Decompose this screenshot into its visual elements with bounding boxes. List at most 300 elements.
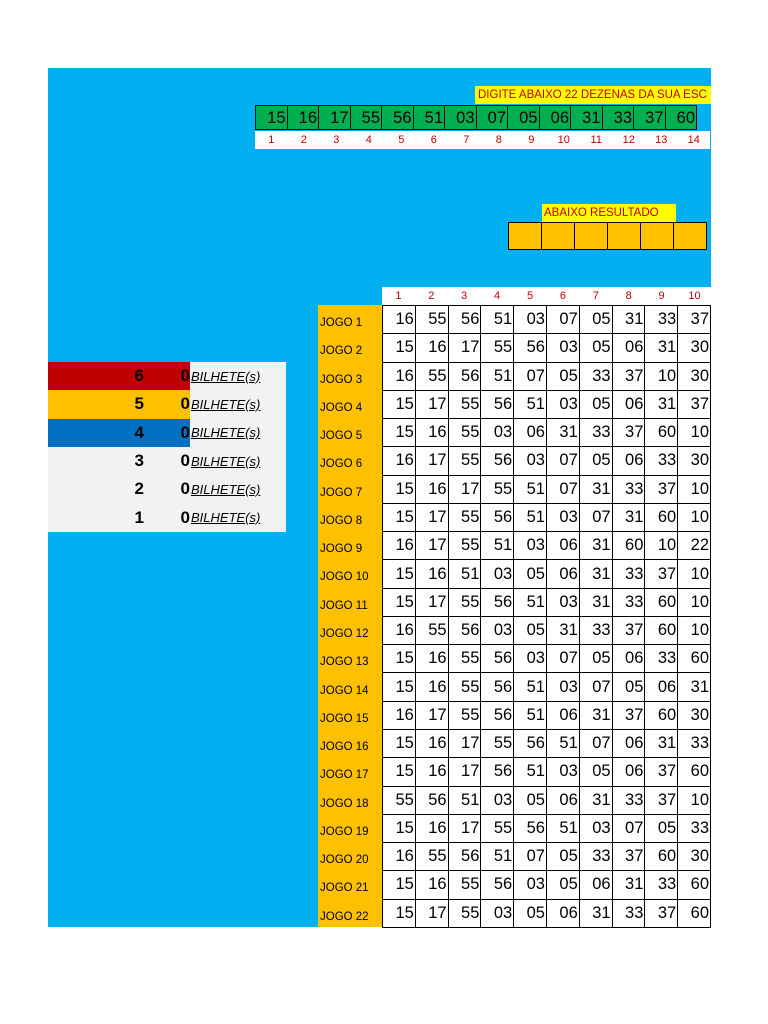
game-number-cell[interactable]: 55 [415,616,448,644]
tally-hits: 6 [134,366,144,386]
game-number-cell[interactable]: 06 [612,390,645,418]
game-number-cell[interactable]: 31 [579,786,612,814]
game-number-cell[interactable]: 56 [415,786,448,814]
game-label: JOGO 6 [320,458,363,471]
game-row [383,673,711,701]
game-number-cell[interactable]: 03 [481,899,514,927]
game-number-cell[interactable]: 37 [645,758,678,786]
game-number-cell[interactable]: 33 [612,899,645,927]
game-number-cell[interactable]: 37 [645,786,678,814]
game-number-cell[interactable]: 16 [415,758,448,786]
tally-row [48,419,286,447]
game-number-cell[interactable]: 37 [612,701,645,729]
game-number-cell[interactable]: 55 [415,843,448,871]
game-row [383,390,711,418]
game-number-cell[interactable]: 51 [514,673,547,701]
tally-count: 0 [180,451,190,471]
game-number-cell[interactable]: 05 [514,616,547,644]
game-label: JOGO 18 [320,797,369,810]
game-number-cell[interactable]: 31 [546,419,579,447]
game-number-cell[interactable]: 33 [612,786,645,814]
chosen-indices-row [255,131,710,149]
game-label: JOGO 11 [320,599,368,612]
game-number-cell[interactable]: 16 [383,616,416,644]
game-number-cell[interactable]: 16 [415,419,448,447]
game-number-cell[interactable]: 51 [514,588,547,616]
game-number-cell[interactable]: 15 [383,560,416,588]
game-number-cell[interactable]: 56 [481,758,514,786]
game-number-cell[interactable]: 10 [678,503,711,531]
game-number-cell[interactable]: 03 [546,503,579,531]
game-number-cell[interactable]: 33 [645,645,678,673]
game-number-cell[interactable]: 07 [546,306,579,334]
game-number-cell[interactable]: 51 [546,814,579,842]
result-label: ABAIXO RESULTADO [542,204,676,222]
game-number-cell[interactable]: 15 [383,588,416,616]
game-number-cell[interactable]: 17 [415,503,448,531]
game-number-cell[interactable]: 07 [579,673,612,701]
game-number-cell[interactable]: 03 [546,758,579,786]
game-number-cell[interactable]: 06 [612,334,645,362]
chosen-index-label: 8 [495,134,502,146]
game-number-cell[interactable]: 03 [579,814,612,842]
game-number-cell[interactable]: 05 [579,645,612,673]
game-number-cell[interactable]: 60 [645,419,678,447]
game-number-cell[interactable]: 55 [481,334,514,362]
game-number-cell[interactable]: 30 [678,843,711,871]
game-number-cell[interactable]: 05 [579,334,612,362]
game-number-cell[interactable]: 33 [645,871,678,899]
tally-count: 0 [180,507,190,527]
chosen-number-cell[interactable]: 51 [413,105,446,130]
game-number-cell[interactable]: 56 [448,843,481,871]
game-number-cell[interactable]: 16 [415,560,448,588]
game-number-cell[interactable]: 55 [448,645,481,673]
chosen-number-cell[interactable]: 05 [507,105,540,130]
game-number-cell[interactable]: 16 [415,814,448,842]
game-number-cell[interactable]: 31 [612,871,645,899]
game-number-cell[interactable]: 06 [514,419,547,447]
game-number-cell[interactable]: 60 [645,503,678,531]
game-number-cell[interactable]: 60 [645,701,678,729]
tally-hits: 2 [134,479,144,499]
game-number-cell[interactable]: 31 [579,475,612,503]
column-index-label: 1 [395,290,402,302]
game-number-cell[interactable]: 55 [481,475,514,503]
column-index-label: 6 [559,290,566,302]
game-number-cell[interactable]: 60 [612,532,645,560]
game-number-cell[interactable]: 22 [678,532,711,560]
game-number-cell[interactable]: 56 [481,701,514,729]
game-number-cell[interactable]: 06 [612,447,645,475]
chosen-index-label: 1 [268,134,275,146]
game-label: JOGO 5 [320,430,363,443]
game-number-cell[interactable]: 55 [448,447,481,475]
game-number-cell[interactable]: 07 [546,645,579,673]
game-number-cell[interactable]: 51 [481,362,514,390]
game-number-cell[interactable]: 06 [645,673,678,701]
game-number-cell[interactable]: 10 [678,588,711,616]
game-number-cell[interactable]: 37 [645,560,678,588]
game-number-cell[interactable]: 33 [612,475,645,503]
game-number-cell[interactable]: 30 [678,447,711,475]
game-number-cell[interactable]: 10 [678,419,711,447]
game-number-cell[interactable]: 05 [514,560,547,588]
result-cell[interactable] [673,222,707,250]
game-number-cell[interactable]: 56 [481,673,514,701]
game-row [383,701,711,729]
game-number-cell[interactable]: 37 [645,475,678,503]
game-number-cell[interactable]: 15 [383,758,416,786]
game-number-cell[interactable]: 55 [448,701,481,729]
game-number-cell[interactable]: 16 [415,475,448,503]
game-number-cell[interactable]: 33 [612,588,645,616]
game-number-cell[interactable]: 17 [415,588,448,616]
chosen-index-label: 6 [430,134,437,146]
game-number-cell[interactable]: 16 [383,701,416,729]
game-number-cell[interactable]: 31 [645,390,678,418]
game-number-cell[interactable]: 15 [383,673,416,701]
game-number-cell[interactable]: 37 [612,843,645,871]
game-number-cell[interactable]: 56 [481,588,514,616]
game-label: JOGO 10 [320,571,369,584]
game-number-cell[interactable]: 05 [579,758,612,786]
game-number-cell[interactable]: 31 [645,729,678,757]
game-number-cell[interactable]: 56 [448,616,481,644]
chosen-numbers-row [255,105,696,130]
column-index-label: 9 [658,290,665,302]
game-number-cell[interactable]: 17 [415,390,448,418]
game-number-cell[interactable]: 31 [546,616,579,644]
game-number-cell[interactable]: 06 [546,899,579,927]
game-number-cell[interactable]: 07 [612,814,645,842]
game-number-cell[interactable]: 17 [415,701,448,729]
game-number-cell[interactable]: 05 [546,362,579,390]
game-number-cell[interactable]: 10 [678,786,711,814]
column-header-row [382,287,711,305]
game-number-cell[interactable]: 37 [612,419,645,447]
game-number-cell[interactable]: 33 [579,362,612,390]
game-number-cell[interactable]: 07 [514,362,547,390]
game-number-cell[interactable]: 05 [579,390,612,418]
tally-count: 0 [180,479,190,499]
column-index-label: 3 [461,290,468,302]
game-number-cell[interactable]: 51 [514,390,547,418]
games-grid [382,305,711,928]
game-row [383,447,711,475]
game-number-cell[interactable]: 15 [383,390,416,418]
game-number-cell[interactable]: 17 [448,729,481,757]
chosen-number-cell[interactable]: 31 [570,105,603,130]
game-number-cell[interactable]: 55 [481,814,514,842]
game-number-cell[interactable]: 05 [546,843,579,871]
game-number-cell[interactable]: 56 [514,334,547,362]
game-number-cell[interactable]: 56 [448,306,481,334]
game-number-cell[interactable]: 31 [579,701,612,729]
game-number-cell[interactable]: 60 [678,871,711,899]
tally-ticket-label: BILHETE(s) [191,481,261,497]
game-number-cell[interactable]: 03 [514,306,547,334]
game-number-cell[interactable]: 06 [546,532,579,560]
game-number-cell[interactable]: 10 [678,616,711,644]
game-number-cell[interactable]: 03 [546,390,579,418]
game-number-cell[interactable]: 55 [448,503,481,531]
game-number-cell[interactable]: 56 [481,390,514,418]
tally-ticket-label: BILHETE(s) [191,453,261,469]
game-number-cell[interactable]: 37 [612,616,645,644]
game-number-cell[interactable]: 06 [612,758,645,786]
game-number-cell[interactable]: 10 [678,475,711,503]
chosen-number-cell[interactable]: 37 [633,105,666,130]
game-number-cell[interactable]: 30 [678,701,711,729]
game-number-cell[interactable]: 06 [579,871,612,899]
result-cell[interactable] [508,222,542,250]
game-number-cell[interactable]: 55 [415,306,448,334]
game-number-cell[interactable]: 06 [546,701,579,729]
game-number-cell[interactable]: 17 [448,758,481,786]
game-number-cell[interactable]: 16 [415,729,448,757]
game-row [383,475,711,503]
game-number-cell[interactable]: 60 [678,758,711,786]
game-number-cell[interactable]: 07 [514,843,547,871]
game-number-cell[interactable]: 33 [579,616,612,644]
game-number-cell[interactable]: 16 [415,871,448,899]
game-number-cell[interactable]: 51 [546,729,579,757]
game-number-cell[interactable]: 56 [448,362,481,390]
game-number-cell[interactable]: 16 [383,843,416,871]
game-number-cell[interactable]: 15 [383,814,416,842]
game-number-cell[interactable]: 05 [579,306,612,334]
game-number-cell[interactable]: 31 [612,306,645,334]
game-number-cell[interactable]: 05 [546,871,579,899]
game-number-cell[interactable]: 03 [546,334,579,362]
game-number-cell[interactable]: 37 [612,362,645,390]
game-number-cell[interactable]: 33 [645,447,678,475]
game-number-cell[interactable]: 60 [678,899,711,927]
game-number-cell[interactable]: 07 [546,475,579,503]
game-number-cell[interactable]: 56 [481,871,514,899]
game-number-cell[interactable]: 37 [678,306,711,334]
game-number-cell[interactable]: 51 [481,843,514,871]
chosen-number-cell[interactable]: 06 [539,105,572,130]
chosen-number-cell[interactable]: 15 [255,105,288,130]
game-number-cell[interactable]: 15 [383,899,416,927]
game-number-cell[interactable]: 05 [612,673,645,701]
game-number-cell[interactable]: 05 [514,899,547,927]
result-cell[interactable] [574,222,608,250]
game-number-cell[interactable]: 03 [481,616,514,644]
game-number-cell[interactable]: 03 [514,645,547,673]
game-number-cell[interactable]: 33 [678,729,711,757]
game-number-cell[interactable]: 03 [514,871,547,899]
game-number-cell[interactable]: 51 [514,503,547,531]
chosen-index-label: 11 [590,134,602,146]
game-row [383,814,711,842]
game-number-cell[interactable]: 33 [612,560,645,588]
result-cell[interactable] [541,222,575,250]
game-number-cell[interactable]: 06 [612,729,645,757]
game-number-cell[interactable]: 55 [383,786,416,814]
game-label: JOGO 19 [320,825,369,838]
game-number-cell[interactable]: 55 [481,729,514,757]
game-number-cell[interactable]: 17 [448,334,481,362]
game-number-cell[interactable]: 07 [579,729,612,757]
chosen-number-cell[interactable]: 55 [350,105,383,130]
game-number-cell[interactable]: 16 [383,362,416,390]
game-number-cell[interactable]: 33 [579,843,612,871]
game-number-cell[interactable]: 51 [448,560,481,588]
game-row [383,503,711,531]
game-number-cell[interactable]: 03 [546,673,579,701]
tally-ticket-label: BILHETE(s) [191,368,261,384]
game-number-cell[interactable]: 15 [383,871,416,899]
game-number-cell[interactable]: 37 [678,390,711,418]
game-number-cell[interactable]: 17 [448,475,481,503]
game-number-cell[interactable]: 60 [645,616,678,644]
hits-tally [48,362,286,532]
game-number-cell[interactable]: 10 [678,560,711,588]
tally-hits: 4 [134,422,144,442]
game-number-cell[interactable]: 31 [645,334,678,362]
game-number-cell[interactable]: 17 [415,899,448,927]
tally-row [48,475,286,503]
game-label: JOGO 3 [320,373,363,386]
game-row [383,786,711,814]
tally-row [48,390,286,418]
tally-ticket-label: BILHETE(s) [191,396,261,412]
game-number-cell[interactable]: 06 [612,645,645,673]
game-number-cell[interactable]: 55 [448,532,481,560]
chosen-number-cell[interactable]: 60 [665,105,698,130]
game-number-cell[interactable]: 56 [481,503,514,531]
game-number-cell[interactable]: 17 [448,814,481,842]
game-label: JOGO 16 [320,741,369,754]
game-number-cell[interactable]: 15 [383,334,416,362]
game-number-cell[interactable]: 51 [481,532,514,560]
game-number-cell[interactable]: 60 [645,588,678,616]
game-number-cell[interactable]: 31 [579,899,612,927]
column-index-label: 8 [625,290,632,302]
game-number-cell[interactable]: 10 [645,532,678,560]
game-number-cell[interactable]: 31 [579,560,612,588]
game-number-cell[interactable]: 16 [383,447,416,475]
game-number-cell[interactable]: 15 [383,645,416,673]
game-label: JOGO 7 [320,486,363,499]
game-number-cell[interactable]: 55 [448,673,481,701]
game-number-cell[interactable]: 56 [514,729,547,757]
game-number-cell[interactable]: 05 [514,786,547,814]
game-number-cell[interactable]: 03 [546,588,579,616]
game-number-cell[interactable]: 56 [514,814,547,842]
game-number-cell[interactable]: 31 [579,588,612,616]
game-number-cell[interactable]: 31 [612,503,645,531]
game-number-cell[interactable]: 56 [481,645,514,673]
game-number-cell[interactable]: 55 [448,419,481,447]
game-number-cell[interactable]: 16 [415,334,448,362]
game-number-cell[interactable]: 51 [514,475,547,503]
game-number-cell[interactable]: 56 [481,447,514,475]
game-number-cell[interactable]: 31 [579,532,612,560]
chosen-number-cell[interactable]: 56 [381,105,414,130]
chosen-index-label: 2 [300,134,307,146]
game-number-cell[interactable]: 05 [579,447,612,475]
chosen-number-cell[interactable]: 33 [602,105,635,130]
game-number-cell[interactable]: 60 [645,843,678,871]
game-number-cell[interactable]: 30 [678,362,711,390]
game-label: JOGO 9 [320,543,363,556]
game-number-cell[interactable]: 33 [645,306,678,334]
tally-row [48,447,286,475]
game-number-cell[interactable]: 55 [448,390,481,418]
game-number-cell[interactable]: 07 [546,447,579,475]
game-number-cell[interactable]: 33 [579,419,612,447]
game-number-cell[interactable]: 15 [383,419,416,447]
result-cell[interactable] [640,222,674,250]
tally-count: 0 [180,366,190,386]
game-number-cell[interactable]: 55 [415,362,448,390]
game-number-cell[interactable]: 55 [448,899,481,927]
game-row [383,306,711,334]
game-number-cell[interactable]: 06 [546,786,579,814]
game-number-cell[interactable]: 51 [448,786,481,814]
game-number-cell[interactable]: 16 [383,306,416,334]
game-number-cell[interactable]: 33 [678,814,711,842]
game-row [383,419,711,447]
game-number-cell[interactable]: 51 [514,701,547,729]
game-number-cell[interactable]: 10 [645,362,678,390]
chosen-number-cell[interactable]: 17 [318,105,351,130]
column-index-label: 2 [428,290,435,302]
chosen-index-label: 10 [557,134,570,146]
game-number-cell[interactable]: 05 [645,814,678,842]
chosen-number-cell[interactable]: 03 [444,105,477,130]
game-number-cell[interactable]: 03 [481,786,514,814]
game-number-cell[interactable]: 16 [415,673,448,701]
game-number-cell[interactable]: 03 [481,419,514,447]
game-number-cell[interactable]: 17 [415,447,448,475]
game-number-cell[interactable]: 60 [678,645,711,673]
game-number-cell[interactable]: 55 [448,588,481,616]
game-number-cell[interactable]: 03 [481,560,514,588]
column-index-label: 5 [526,290,534,302]
game-number-cell[interactable]: 17 [415,532,448,560]
game-number-cell[interactable]: 16 [415,645,448,673]
chosen-number-cell[interactable]: 07 [476,105,509,130]
game-number-cell[interactable]: 30 [678,334,711,362]
game-number-cell[interactable]: 51 [514,758,547,786]
game-label: JOGO 17 [320,769,369,782]
game-number-cell[interactable]: 16 [383,532,416,560]
game-number-cell[interactable]: 07 [579,503,612,531]
game-number-cell[interactable]: 51 [481,306,514,334]
column-index-label: 10 [688,290,701,302]
instruction-label: DIGITE ABAIXO 22 DEZENAS DA SUA ESC [475,86,711,104]
game-number-cell[interactable]: 03 [514,532,547,560]
game-label: JOGO 20 [320,854,369,867]
result-cell[interactable] [607,222,641,250]
game-label: JOGO 14 [320,684,369,697]
chosen-number-cell[interactable]: 16 [287,105,320,130]
game-number-cell[interactable]: 37 [645,899,678,927]
game-number-cell[interactable]: 15 [383,475,416,503]
game-number-cell[interactable]: 15 [383,503,416,531]
chosen-index-label: 7 [463,134,470,146]
game-number-cell[interactable]: 03 [514,447,547,475]
game-number-cell[interactable]: 55 [448,871,481,899]
game-number-cell[interactable]: 06 [546,560,579,588]
game-number-cell[interactable]: 31 [678,673,711,701]
game-number-cell[interactable]: 15 [383,729,416,757]
